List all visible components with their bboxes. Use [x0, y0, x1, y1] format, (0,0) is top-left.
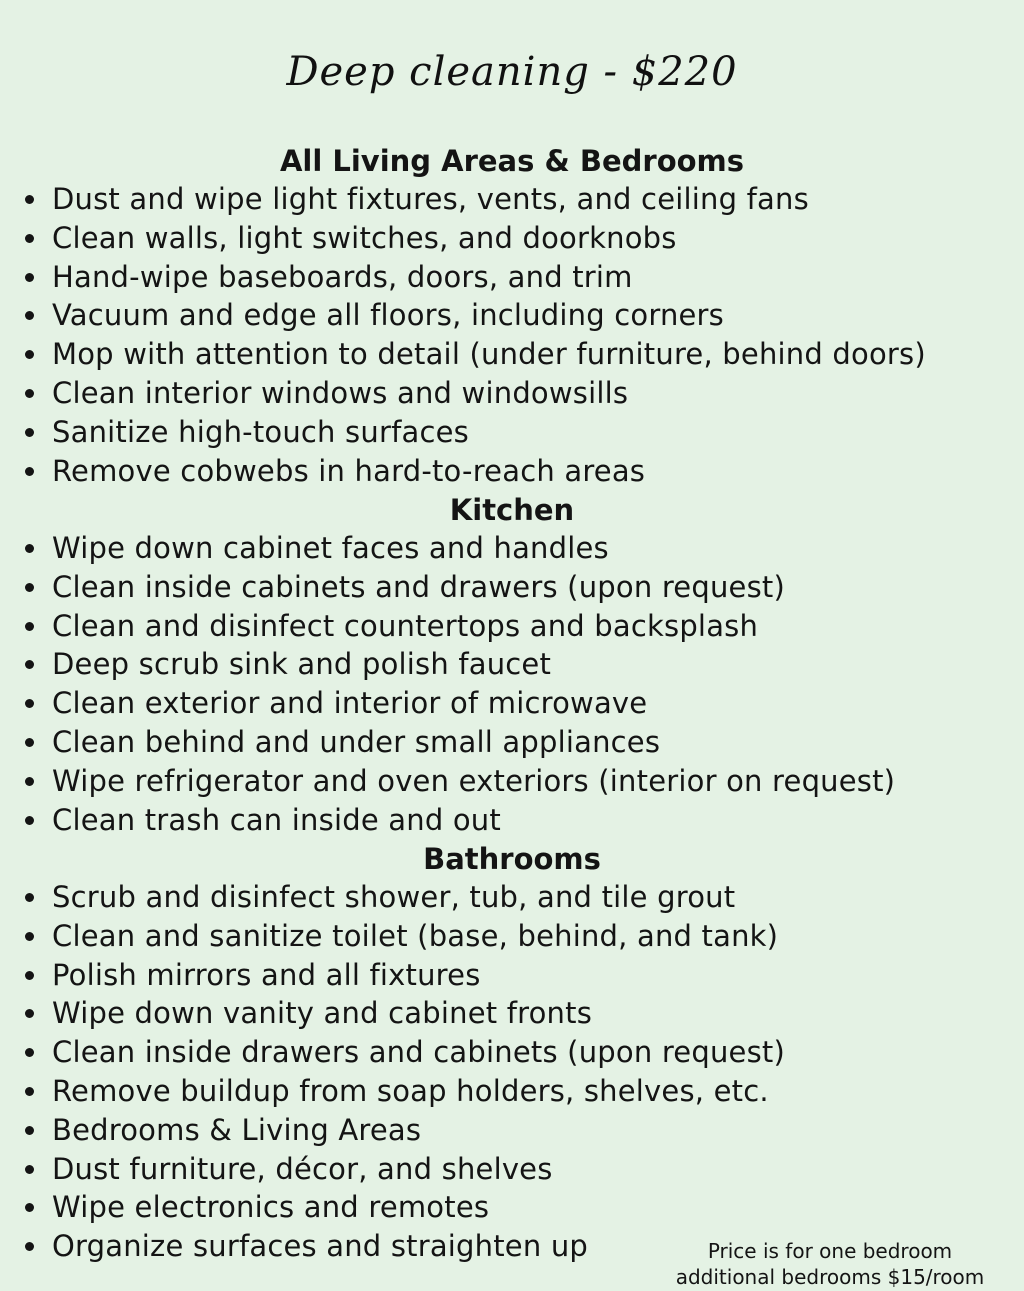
list-item: Wipe down vanity and cabinet fronts	[0, 994, 785, 1033]
list-item: Clean inside drawers and cabinets (upon request)	[0, 1033, 785, 1072]
pricing-note-line-1: Price is for one bedroom	[707, 1239, 953, 1263]
list-item: Clean trash can inside and out	[0, 801, 895, 840]
living-areas-list	[0, 180, 926, 490]
list-item: Wipe down cabinet faces and handles	[0, 529, 895, 568]
bullet-icon	[25, 467, 34, 476]
bullet-icon	[25, 777, 34, 786]
bullet-icon	[25, 932, 34, 941]
list-item: Polish mirrors and all fixtures	[0, 956, 785, 995]
bullet-icon	[25, 1087, 34, 1096]
list-item: Wipe refrigerator and oven exteriors (interior on request)	[0, 762, 895, 801]
bullet-icon	[25, 622, 34, 631]
bullet-icon	[25, 816, 34, 825]
bullet-icon	[25, 1242, 34, 1251]
list-item: Clean exterior and interior of microwave	[0, 684, 895, 723]
kitchen-list	[0, 529, 895, 839]
list-item: Clean and sanitize toilet (base, behind, and tank)	[0, 917, 785, 956]
list-item: Remove buildup from soap holders, shelves, etc.	[0, 1072, 785, 1111]
page-title: Deep cleaning - $220	[286, 49, 738, 95]
bullet-icon	[25, 1203, 34, 1212]
section-heading-bathrooms: Bathrooms	[423, 842, 601, 876]
list-item: Bedrooms & Living Areas	[0, 1111, 785, 1150]
section-heading-living-areas: All Living Areas & Bedrooms	[279, 144, 745, 178]
list-item: Mop with attention to detail (under furniture, behind doors)	[0, 335, 926, 374]
bullet-icon	[25, 195, 34, 204]
bathrooms-list	[0, 878, 785, 1266]
list-item: Scrub and disinfect shower, tub, and tile grout	[0, 878, 785, 917]
bullet-icon	[25, 699, 34, 708]
bullet-icon	[25, 1009, 34, 1018]
bullet-icon	[25, 1165, 34, 1174]
bullet-icon	[25, 311, 34, 320]
bullet-icon	[25, 583, 34, 592]
pricing-note-line-2: additional bedrooms $15/room	[675, 1265, 985, 1289]
list-item: Vacuum and edge all floors, including corners	[0, 296, 926, 335]
bullet-icon	[25, 428, 34, 437]
list-item: Sanitize high-touch surfaces	[0, 413, 926, 452]
list-item: Dust and wipe light fixtures, vents, and ceiling fans	[0, 180, 926, 219]
list-item: Dust furniture, décor, and shelves	[0, 1150, 785, 1189]
list-item: Wipe electronics and remotes	[0, 1188, 785, 1227]
bullet-icon	[25, 389, 34, 398]
bullet-icon	[25, 544, 34, 553]
bullet-icon	[25, 1126, 34, 1135]
list-item: Clean interior windows and windowsills	[0, 374, 926, 413]
bullet-icon	[25, 234, 34, 243]
bullet-icon	[25, 273, 34, 282]
list-item: Clean and disinfect countertops and backsplash	[0, 607, 895, 646]
bullet-icon	[25, 660, 34, 669]
list-item: Clean walls, light switches, and doorknobs	[0, 219, 926, 258]
list-item: Organize surfaces and straighten up	[0, 1227, 785, 1266]
list-item: Deep scrub sink and polish faucet	[0, 645, 895, 684]
section-heading-kitchen: Kitchen	[449, 493, 575, 527]
bullet-icon	[25, 738, 34, 747]
bullet-icon	[25, 893, 34, 902]
bullet-icon	[25, 971, 34, 980]
list-item: Clean inside cabinets and drawers (upon request)	[0, 568, 895, 607]
bullet-icon	[25, 350, 34, 359]
bullet-icon	[25, 1048, 34, 1057]
list-item: Clean behind and under small appliances	[0, 723, 895, 762]
list-item: Hand-wipe baseboards, doors, and trim	[0, 258, 926, 297]
list-item: Remove cobwebs in hard-to-reach areas	[0, 452, 926, 491]
pricing-note	[650, 1238, 1010, 1290]
